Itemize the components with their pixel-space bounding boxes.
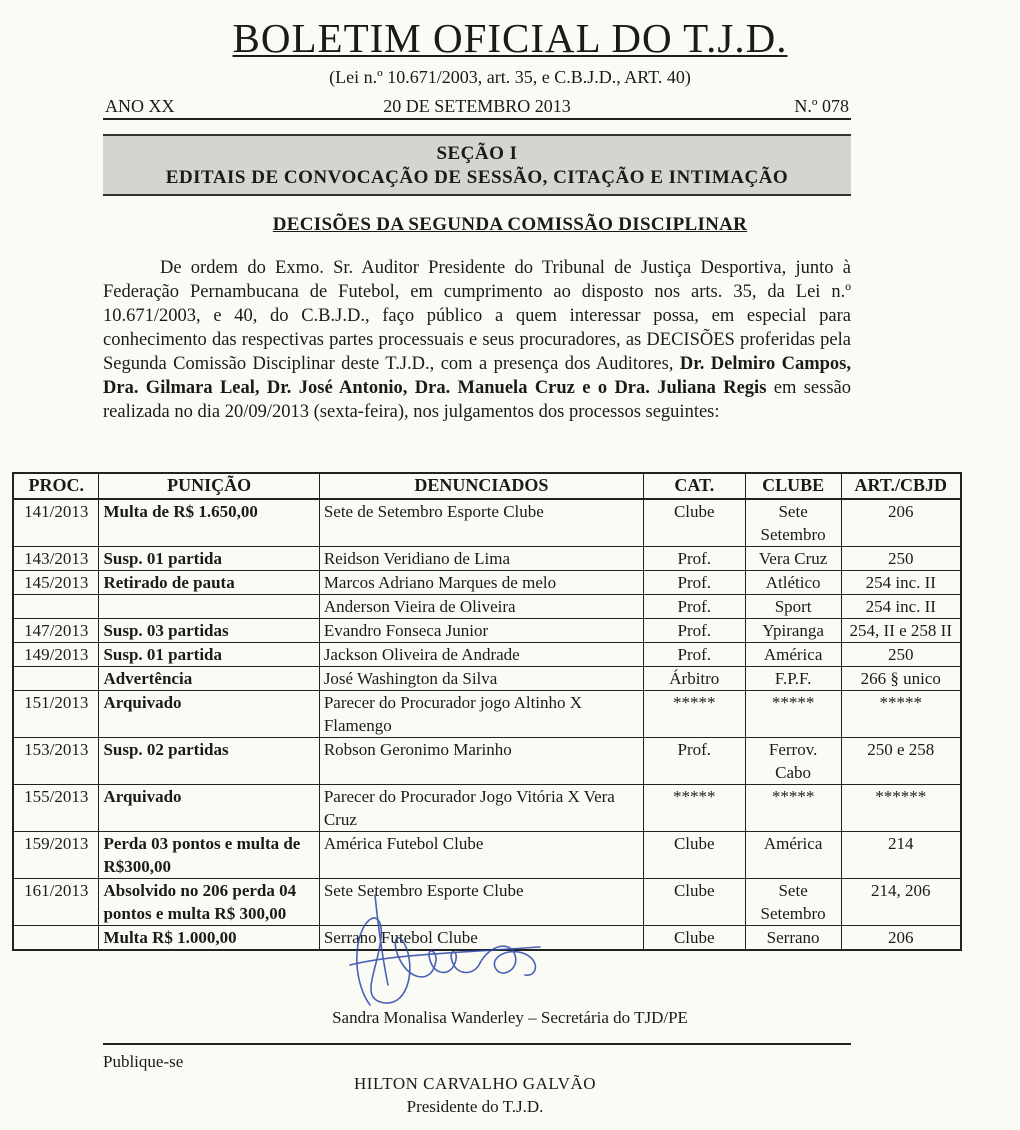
- cell-clube: Serrano: [745, 926, 841, 951]
- table-row: [13, 738, 961, 785]
- cell-clube: Sete Setembro: [745, 879, 841, 926]
- intro-text: De ordem do Exmo. Sr. Auditor Presidente do Tribunal de Justiça Desportiva, junto à Federação Pernambucana de Futebol, em cumprimento ao disposto nos arts. 35, da Lei n.º 10.671/2003, e 40, do C.B.J.D., faço público a quem interessar possa, em especial para conhecimento das respectivas partes processuais e seus procuradores, as DECISÕES proferidas pela Segunda Comissão Disciplinar deste T.J.D., com a presença dos Auditores,: [103, 258, 851, 374]
- intro-paragraph: [103, 256, 851, 424]
- section-banner: [103, 134, 851, 196]
- cell-denunciados: Marcos Adriano Marques de melo: [319, 571, 643, 595]
- legal-reference: (Lei n.º 10.671/2003, art. 35, e C.B.J.D., ART. 40): [329, 67, 691, 87]
- intro-text-end: em sessão realizada no dia 20/09/2013 (sexta-feira), nos julgamentos dos processos seguintes:: [103, 378, 851, 422]
- handwritten-signature: [330, 885, 560, 1015]
- cell-cat: Prof.: [643, 738, 745, 785]
- header-denunciados: DENUNCIADOS: [319, 473, 643, 499]
- cell-clube: Vera Cruz: [745, 547, 841, 571]
- table-row: [13, 547, 961, 571]
- header-proc: PROC.: [13, 473, 99, 499]
- section-subtitle: EDITAIS DE CONVOCAÇÃO DE SESSÃO, CITAÇÃO E INTIMAÇÃO: [165, 167, 789, 188]
- cell-proc: [13, 595, 99, 619]
- cell-denunciados: Sete Setembro Esporte Clube: [319, 879, 643, 926]
- cell-cat: Clube: [643, 499, 745, 547]
- cell-denunciados: Parecer do Procurador Jogo Vitória X Vera Cruz: [319, 785, 643, 832]
- cell-punicao: Advertência: [99, 667, 319, 691]
- issue-year: ANO XX: [105, 96, 175, 116]
- cell-denunciados: Jackson Oliveira de Andrade: [319, 643, 643, 667]
- cell-proc: 153/2013: [13, 738, 99, 785]
- cell-punicao: [99, 595, 319, 619]
- cell-clube: Ferrov. Cabo: [745, 738, 841, 785]
- cell-clube: *****: [745, 785, 841, 832]
- cell-denunciados: Robson Geronimo Marinho: [319, 738, 643, 785]
- cell-art: 250: [841, 547, 961, 571]
- header-punicao: PUNIÇÃO: [99, 473, 319, 499]
- decisions-heading: DECISÕES DA SEGUNDA COMISSÃO DISCIPLINAR: [272, 214, 748, 235]
- cell-proc: [13, 926, 99, 951]
- cell-denunciados: Parecer do Procurador jogo Altinho X Flamengo: [319, 691, 643, 738]
- cell-punicao: Multa de R$ 1.650,00: [99, 499, 319, 547]
- bulletin-title: BOLETIM OFICIAL DO T.J.D.: [232, 15, 788, 61]
- president-name: HILTON CARVALHO GALVÃO: [354, 1074, 596, 1093]
- cell-cat: Árbitro: [643, 667, 745, 691]
- cell-proc: 149/2013: [13, 643, 99, 667]
- cell-art: 214: [841, 832, 961, 879]
- issue-number: N.º 078: [794, 96, 849, 116]
- cell-cat: Prof.: [643, 643, 745, 667]
- table-row: [13, 691, 961, 738]
- cell-art: 206: [841, 926, 961, 951]
- cell-art: 206: [841, 499, 961, 547]
- cell-punicao: Arquivado: [99, 785, 319, 832]
- cell-denunciados: Sete de Setembro Esporte Clube: [319, 499, 643, 547]
- cell-clube: Sport: [745, 595, 841, 619]
- cell-clube: América: [745, 832, 841, 879]
- cell-art: ******: [841, 785, 961, 832]
- cell-clube: Ypiranga: [745, 619, 841, 643]
- cell-denunciados: José Washington da Silva: [319, 667, 643, 691]
- cell-cat: Prof.: [643, 571, 745, 595]
- cell-cat: Prof.: [643, 619, 745, 643]
- header-art: ART./CBJD: [841, 473, 961, 499]
- header-cat: CAT.: [643, 473, 745, 499]
- cell-proc: 147/2013: [13, 619, 99, 643]
- publique-se-label: Publique-se: [103, 1052, 184, 1071]
- table-row: [13, 499, 961, 547]
- cell-art: 254 inc. II: [841, 571, 961, 595]
- cell-proc: 161/2013: [13, 879, 99, 926]
- header-clube: CLUBE: [745, 473, 841, 499]
- table-row: [13, 619, 961, 643]
- table-row: [13, 643, 961, 667]
- cell-proc: 141/2013: [13, 499, 99, 547]
- cell-cat: Clube: [643, 926, 745, 951]
- secretary-signature-line: Sandra Monalisa Wanderley – Secretária do TJD/PE: [332, 1008, 688, 1027]
- table-row: [13, 667, 961, 691]
- section-title: SEÇÃO I: [436, 143, 518, 164]
- cell-proc: 155/2013: [13, 785, 99, 832]
- cell-denunciados: América Futebol Clube: [319, 832, 643, 879]
- table-row: [13, 785, 961, 832]
- cell-punicao: Susp. 01 partida: [99, 643, 319, 667]
- cell-clube: América: [745, 643, 841, 667]
- cell-art: 266 § unico: [841, 667, 961, 691]
- cell-art: *****: [841, 691, 961, 738]
- cell-punicao: Susp. 01 partida: [99, 547, 319, 571]
- cell-cat: Clube: [643, 832, 745, 879]
- cell-proc: 159/2013: [13, 832, 99, 879]
- cell-art: 250: [841, 643, 961, 667]
- cell-proc: 143/2013: [13, 547, 99, 571]
- cell-art: 214, 206: [841, 879, 961, 926]
- cell-punicao: Arquivado: [99, 691, 319, 738]
- issue-info-bar: [103, 94, 851, 120]
- footer-divider: [103, 1043, 851, 1045]
- table-row: [13, 832, 961, 879]
- cell-art: 254, II e 258 II: [841, 619, 961, 643]
- cell-proc: 151/2013: [13, 691, 99, 738]
- cell-punicao: Susp. 02 partidas: [99, 738, 319, 785]
- cell-proc: [13, 667, 99, 691]
- cell-proc: 145/2013: [13, 571, 99, 595]
- cell-punicao: Retirado de pauta: [99, 571, 319, 595]
- decisions-table: [12, 472, 962, 951]
- cell-punicao: Perda 03 pontos e multa de R$300,00: [99, 832, 319, 879]
- cell-denunciados: Evandro Fonseca Junior: [319, 619, 643, 643]
- cell-punicao: Absolvido no 206 perda 04 pontos e multa R$ 300,00: [99, 879, 319, 926]
- cell-cat: Prof.: [643, 595, 745, 619]
- cell-denunciados: Reidson Veridiano de Lima: [319, 547, 643, 571]
- cell-cat: *****: [643, 691, 745, 738]
- cell-clube: Atlético: [745, 571, 841, 595]
- cell-art: 250 e 258: [841, 738, 961, 785]
- president-title: Presidente do T.J.D.: [406, 1097, 544, 1116]
- cell-punicao: Susp. 03 partidas: [99, 619, 319, 643]
- auditors-list: Dr. Delmiro Campos, Dra. Gilmara Leal, Dr. José Antonio, Dra. Manuela Cruz e o Dra. Juliana Regis: [103, 354, 851, 398]
- cell-clube: F.P.F.: [745, 667, 841, 691]
- cell-denunciados: Anderson Vieira de Oliveira: [319, 595, 643, 619]
- cell-denunciados: Serrano Futebol Clube: [319, 926, 643, 951]
- table-header-row: [13, 473, 961, 499]
- cell-cat: Prof.: [643, 547, 745, 571]
- cell-art: 254 inc. II: [841, 595, 961, 619]
- cell-cat: *****: [643, 785, 745, 832]
- cell-cat: Clube: [643, 879, 745, 926]
- cell-clube: Sete Setembro: [745, 499, 841, 547]
- cell-clube: *****: [745, 691, 841, 738]
- table-row: [13, 595, 961, 619]
- cell-punicao: Multa R$ 1.000,00: [99, 926, 319, 951]
- table-row: [13, 571, 961, 595]
- issue-date: 20 DE SETEMBRO 2013: [383, 96, 571, 116]
